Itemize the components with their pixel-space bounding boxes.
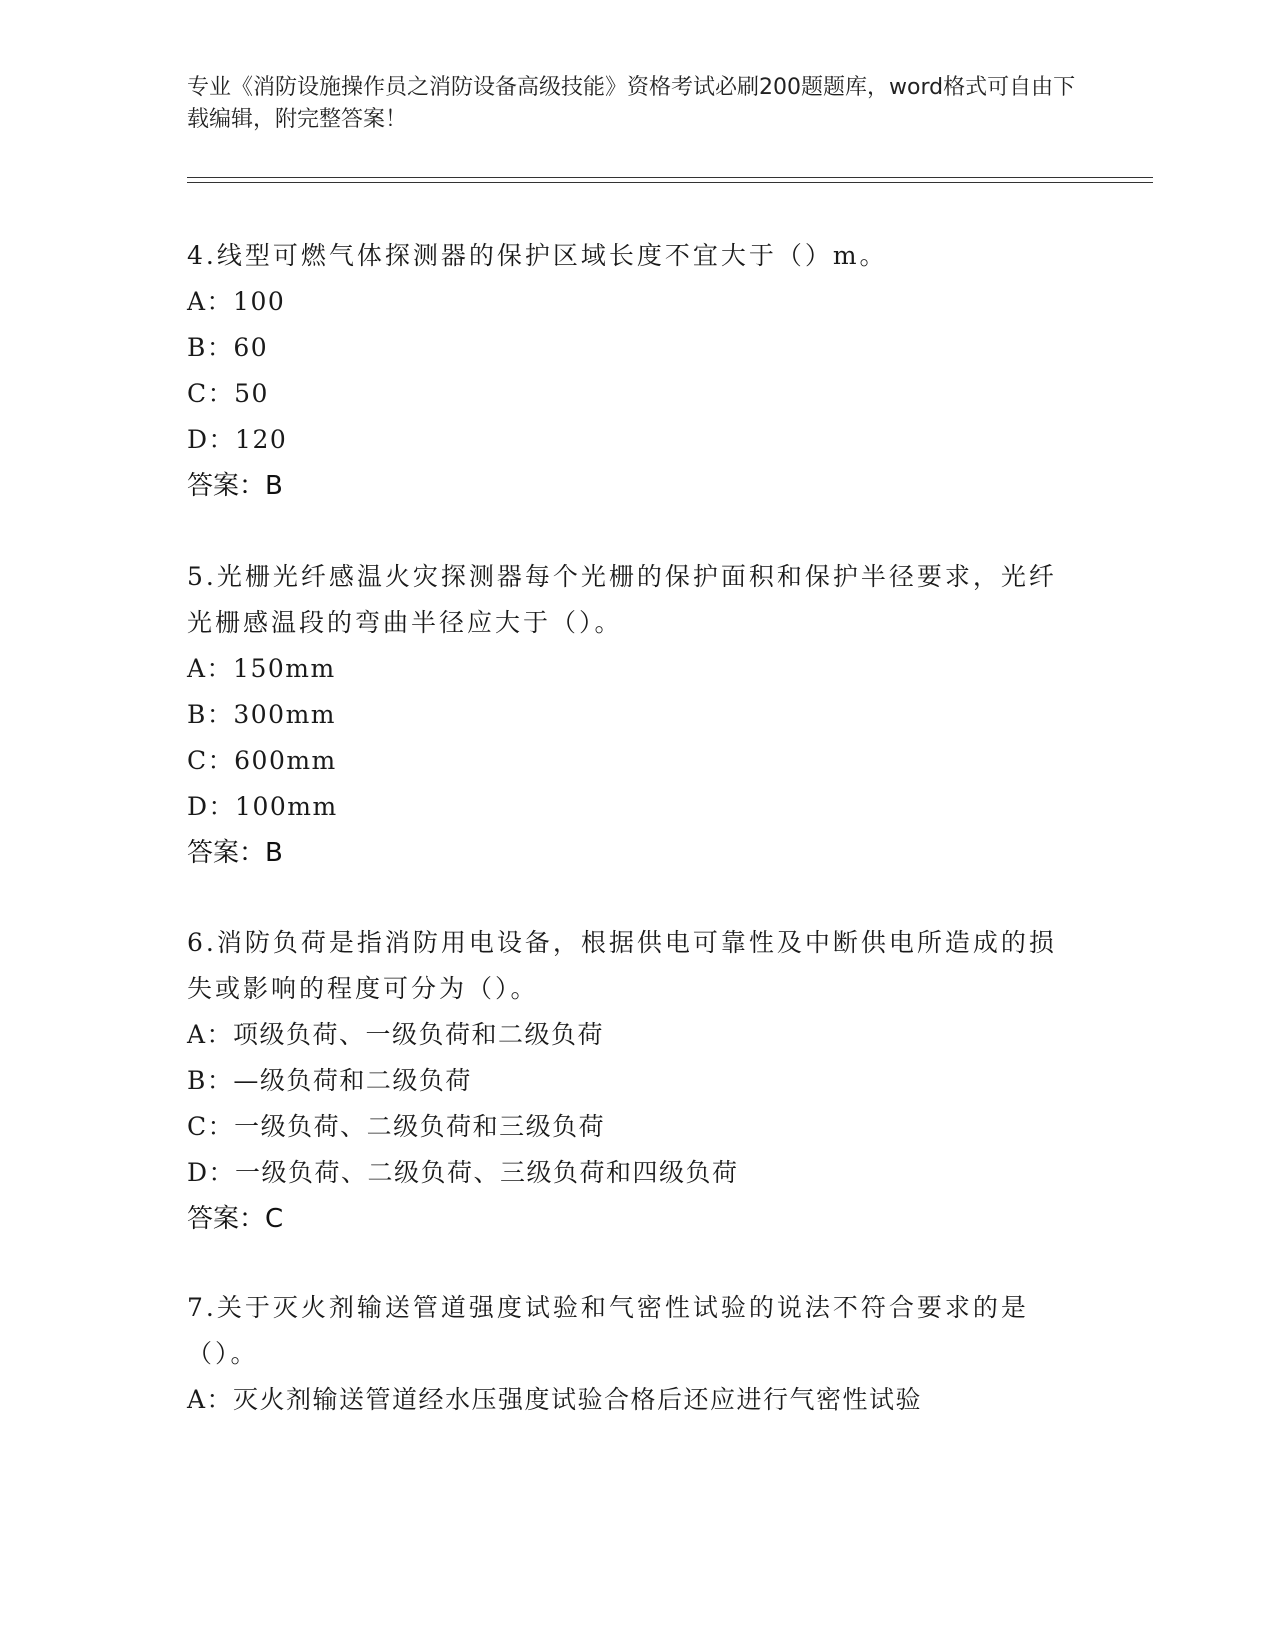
question-stem: 6.消防负荷是指消防用电设备，根据供电可靠性及中断供电所造成的损失或影响的程度可分为（）。 xyxy=(187,928,1057,1003)
answer: 答案：B xyxy=(187,471,283,501)
question-6 xyxy=(187,920,1067,1242)
question-5 xyxy=(187,554,1067,876)
document-header: 专业《消防设施操作员之消防设备高级技能》资格考试必刷200题题库，word格式可自由下载编辑，附完整答案！ xyxy=(187,75,1076,132)
answer: 答案：B xyxy=(187,838,283,868)
answer: 答案：C xyxy=(187,1204,284,1234)
option-d: D：一级负荷、二级负荷、三级负荷和四级负荷 xyxy=(187,1158,739,1187)
option-a: A：项级负荷、一级负荷和二级负荷 xyxy=(187,1020,605,1049)
question-stem: 5.光栅光纤感温火灾探测器每个光栅的保护面积和保护半径要求，光纤光栅感温段的弯曲半径应大于（）。 xyxy=(187,562,1057,637)
option-a: A：150mm xyxy=(187,654,336,683)
option-c: C：600mm xyxy=(187,746,337,775)
option-b: B：—级负荷和二级负荷 xyxy=(187,1066,472,1095)
question-stem: 4.线型可燃气体探测器的保护区域长度不宜大于（）m。 xyxy=(187,241,888,270)
option-a: A：灭火剂输送管道经水压强度试验合格后还应进行气密性试验 xyxy=(187,1385,923,1414)
option-b: B：300mm xyxy=(187,700,337,729)
header-rule-top xyxy=(187,177,1153,178)
option-b: B：60 xyxy=(187,333,269,362)
option-d: D：120 xyxy=(187,425,288,454)
option-d: D：100mm xyxy=(187,792,338,821)
question-4 xyxy=(187,233,1067,509)
header-rule-bottom xyxy=(187,182,1153,183)
option-a: A：100 xyxy=(187,287,286,316)
question-7 xyxy=(187,1285,1067,1423)
option-c: C：一级负荷、二级负荷和三级负荷 xyxy=(187,1112,606,1141)
option-c: C：50 xyxy=(187,379,269,408)
question-stem: 7.关于灭火剂输送管道强度试验和气密性试验的说法不符合要求的是（）。 xyxy=(187,1293,1029,1368)
